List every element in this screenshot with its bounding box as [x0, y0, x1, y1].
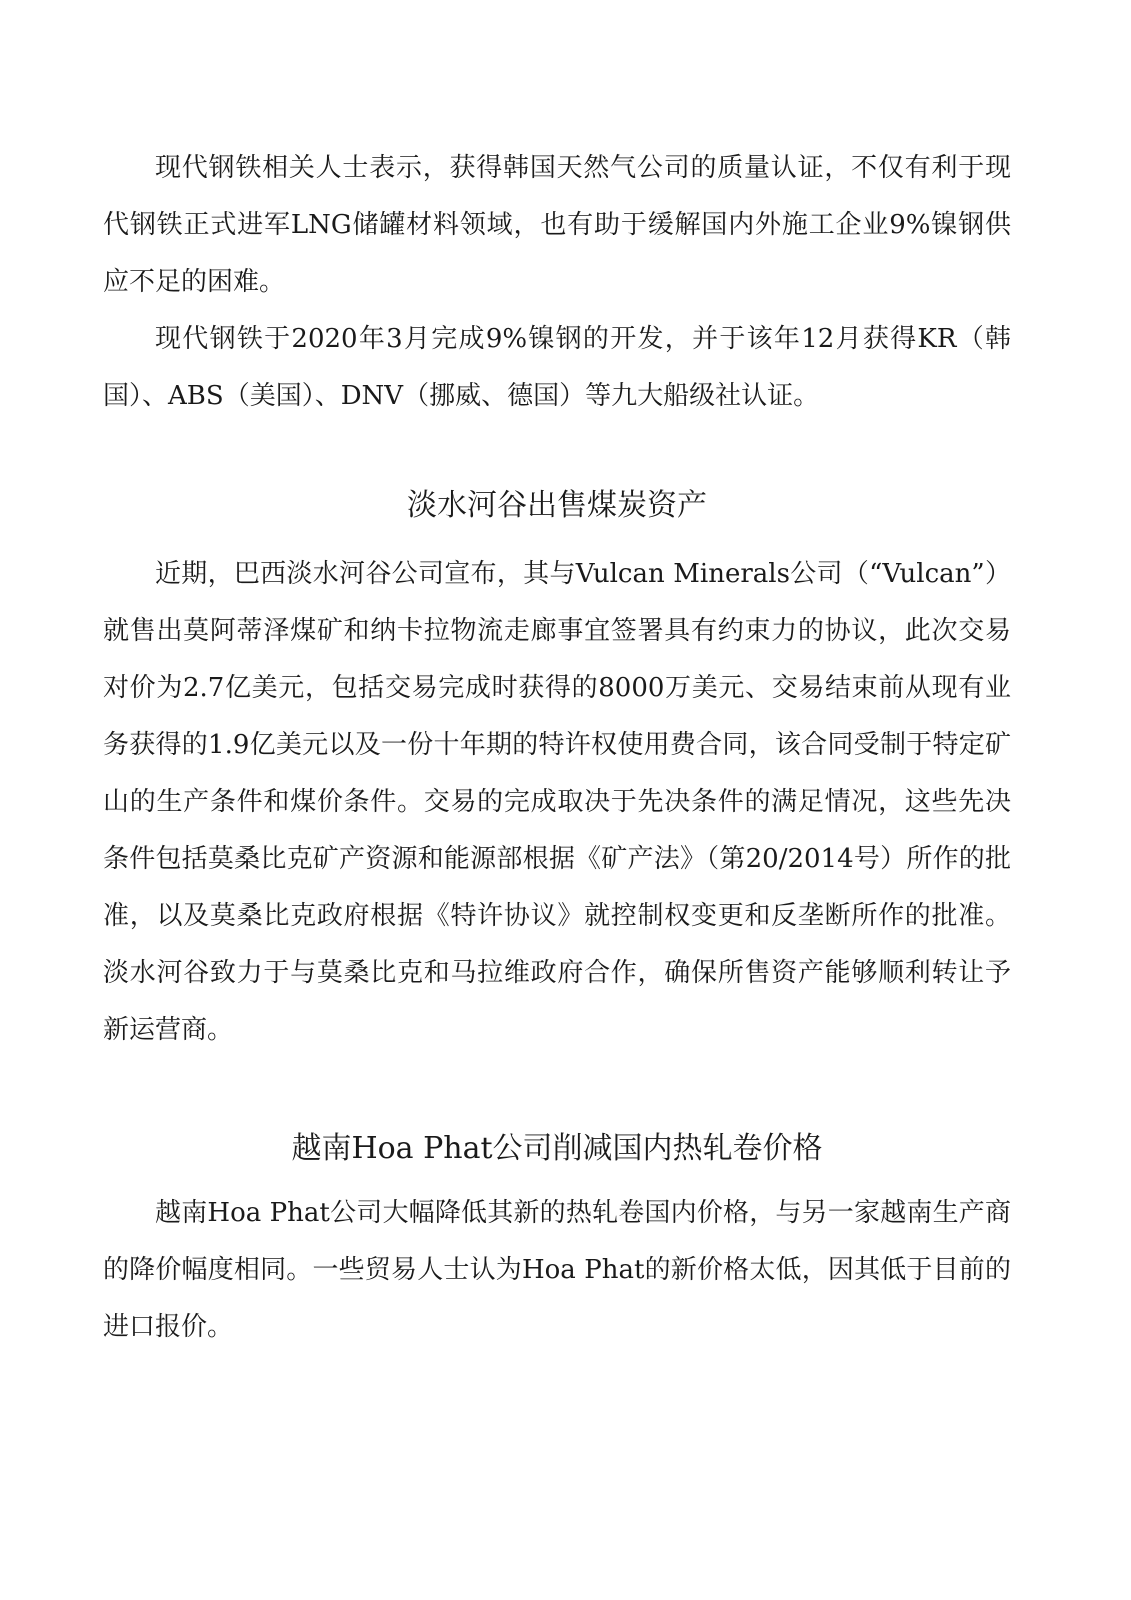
section-title-hoa-phat: 越南Hoa Phat公司削减国内热轧卷价格	[291, 1131, 823, 1166]
paragraph-hyundai-certification: 现代钢铁相关人士表示，获得韩国天然气公司的质量认证，不仅有利于现代钢铁正式进军LNG储罐材料领域，也有助于缓解国内外施工企业9%镍钢供应不足的困难。	[103, 153, 1011, 297]
section-title-vale: 淡水河谷出售煤炭资产	[407, 488, 707, 523]
document-content	[103, 140, 1011, 1356]
paragraph-vale-coal: 近期，巴西淡水河谷公司宣布，其与Vulcan Minerals公司（“Vulcan”）就售出莫阿蒂泽煤矿和纳卡拉物流走廊事宜签署具有约束力的协议，此次交易对价为2.7亿美元，包括交易完成时获得的8000万美元、交易结束前从现有业务获得的1.9亿美元以及一份十年期的特许权使用费合同，该合同受制于特定矿山的生产条件和煤价条件。交易的完成取决于先决条件的满足情况，这些先决条件包括莫桑比克矿产资源和能源部根据《矿产法》（第20/2014号）所作的批准，以及莫桑比克政府根据《特许协议》就控制权变更和反垄断所作的批准。淡水河谷致力于与莫桑比克和马拉维政府合作，确保所售资产能够顺利转让予新运营商。	[103, 559, 1011, 1045]
paragraph-hyundai-development: 现代钢铁于2020年3月完成9%镍钢的开发，并于该年12月获得KR（韩国）、ABS（美国）、DNV（挪威、德国）等九大船级社认证。	[103, 324, 1011, 411]
paragraph-hoa-phat: 越南Hoa Phat公司大幅降低其新的热轧卷国内价格，与另一家越南生产商的降价幅度相同。一些贸易人士认为Hoa Phat的新价格太低，因其低于目前的进口报价。	[103, 1198, 1011, 1342]
